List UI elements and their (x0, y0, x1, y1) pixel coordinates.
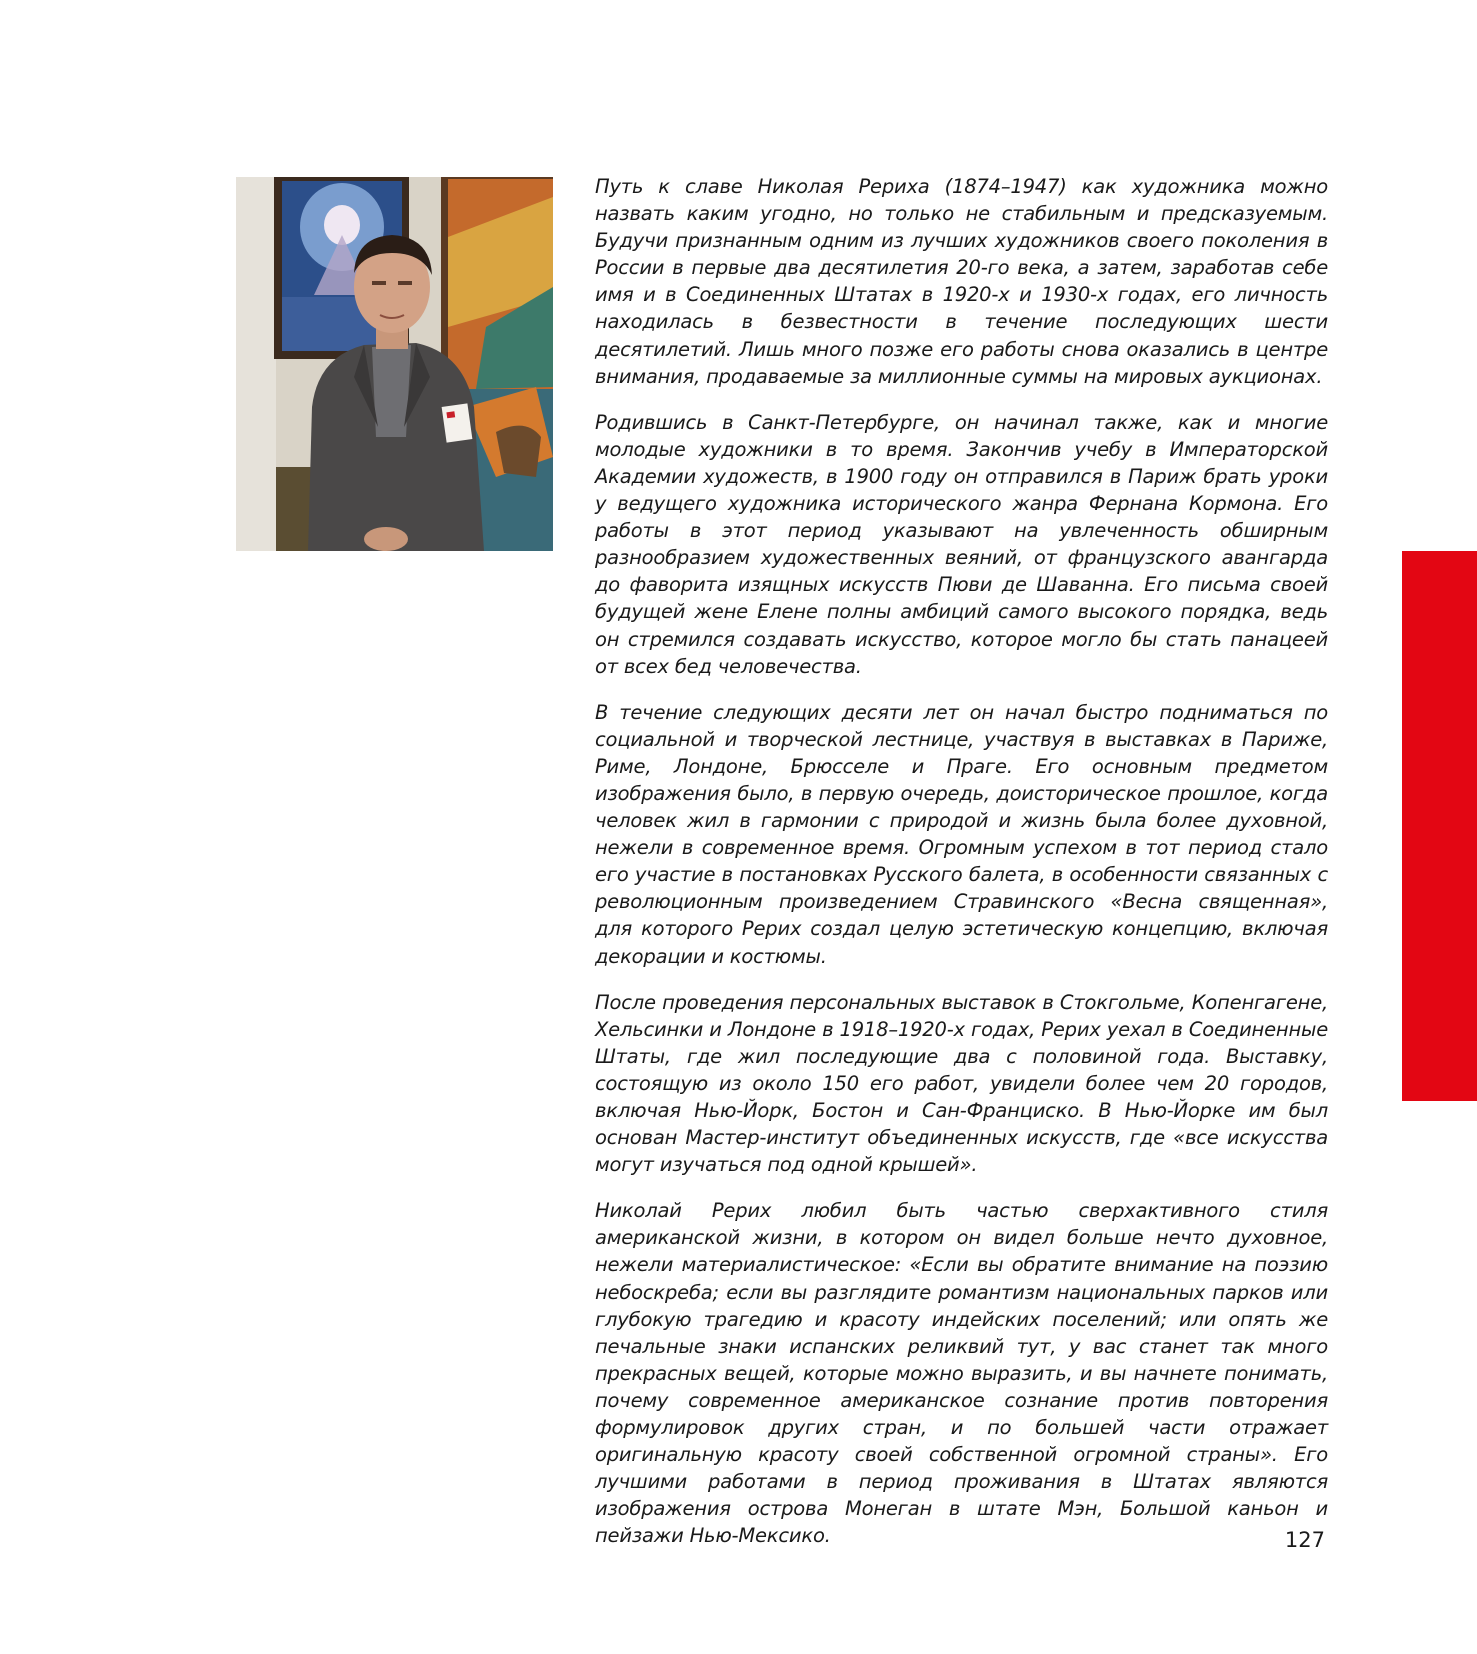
portrait-photo-illustration (236, 177, 553, 551)
paragraph-2: Родившись в Санкт-Петербурге, он начинал также, как и многие молодые художники в то время. Закончив учебу в Императорской Академии художеств, в 1900 году он отправился в Париж брать уроки у ведущего художника исторического жанра Фернана Кормона. Его работы в этот период указывают на увлеченность обширным разнообразием художественных веяний, от французского авангарда до фаворита изящных искусств Пюви де Шаванна. Его письма своей будущей жене Елене полны амбиций самого высокого порядка, ведь он стремился создавать искусство, которое могло бы стать панацеей от всех бед человечества. (595, 410, 1328, 678)
portrait-photo (236, 177, 553, 551)
article-text (595, 173, 1328, 1569)
page-number: 127 (1284, 1528, 1325, 1552)
paragraph-1: Путь к славе Николая Рериха (1874–1947) как художника можно назвать каким угодно, но только не стабильным и предсказуемым. Будучи признанным одним из лучших художников своего поколения в России в первые два десятилетия 20-го века, а затем, заработав себе имя и в Соединенных Штатах в 1920-х и 1930-х годах, его личность находилась в безвестности в течение последующих шести десятилетий. Лишь много позже его работы снова оказались в центре внимания, продаваемые за миллионные суммы на мировых аукционах. (595, 175, 1328, 388)
paragraph-4: После проведения персональных выставок в Стокгольме, Копенгагене, Хельсинки и Лондоне в 1918–1920-х годах, Рерих уехал в Соединенные Штаты, где жил последующие два с половиной года. Выставку, состоящую из около 150 его работ, увидели более чем 20 городов, включая Нью-Йорк, Бостон и Сан-Франциско. В Нью-Йорке им был основан Мастер-институт объединенных искусств, где «все искусства могут изучаться под одной крышей». (595, 990, 1328, 1177)
paragraph-5: Николай Рерих любил быть частью сверхактивного стиля американской жизни, в котором он видел больше нечто духовное, нежели материалистическое: «Если вы обратите внимание на поэзию небоскреба; если вы разглядите романтизм национальных парков или глубокую трагедию и красоту индейских поселений; или опять же печальные знаки испанских реликвий тут, у вас станет так много прекрасных вещей, которые можно выразить, и вы начнете понимать, почему современное американское сознание против повторения формулировок других стран, и по большей части отражает оригинальную красоту своей собственной огромной страны». Его лучшими работами в период проживания в Штатах являются изображения острова Монеган в штате Мэн, Большой каньон и пейзажи Нью-Мексико. (595, 1199, 1328, 1548)
section-side-tab (1402, 551, 1477, 1101)
paragraph-3: В течение следующих десяти лет он начал быстро подниматься по социальной и творческой лестнице, участвуя в выставках в Париже, Риме, Лондоне, Брюсселе и Праге. Его основным предметом изображения было, в первую очередь, доисторическое прошлое, когда человек жил в гармонии с природой и жизнь была более духовной, нежели в современное время. Огромным успехом в тот период стало его участие в постановках Русского балета, в особенности связанных с революционным произведением Стравинского «Весна священная», для которого Рерих создал целую эстетическую концепцию, включая декорации и костюмы. (595, 700, 1328, 968)
